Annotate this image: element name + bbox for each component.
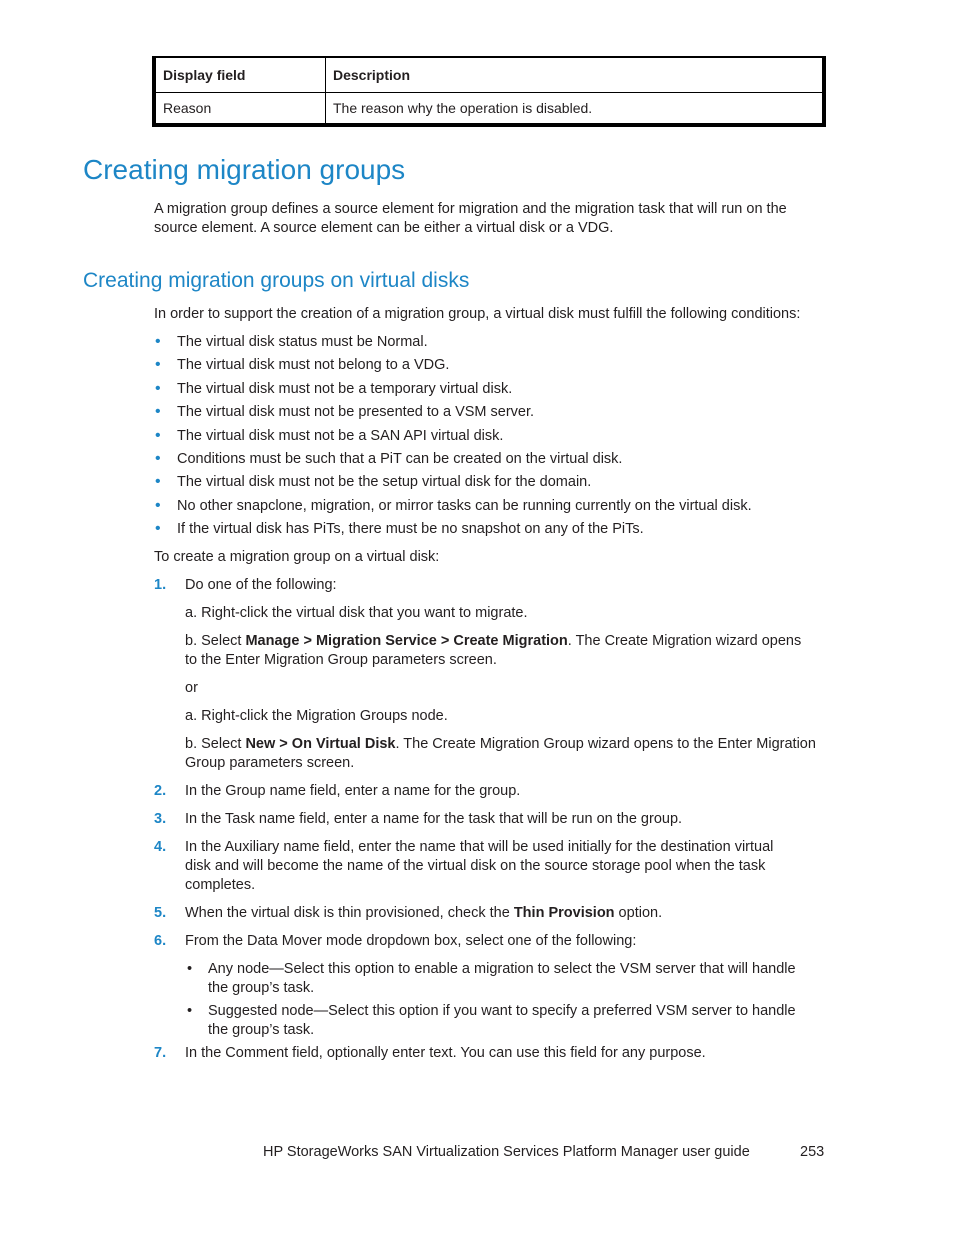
substep-text: a. Right-click the Migration Groups node. — [185, 708, 448, 724]
step-number: 2. — [154, 783, 167, 799]
bullet-icon: • — [187, 1003, 193, 1019]
substep-text: b. Select Manage > Migration Service > Create Migration. The Create Migration wizard opens — [185, 633, 802, 649]
menu-path: Manage > Migration Service > Create Migration — [245, 633, 568, 649]
bullet-icon: • — [155, 380, 161, 397]
footer-guide-title: HP StorageWorks SAN Virtualization Services Platform Manager user guide — [263, 1144, 750, 1160]
list-item: No other snapclone, migration, or mirror tasks can be running currently on the virtual disk. — [177, 498, 752, 514]
table-cell: The reason why the operation is disabled. — [326, 93, 825, 126]
display-field-table — [152, 56, 826, 127]
section-intro: A migration group defines a source element for migration and the migration task that will run on the source element. A source element can be either a virtual disk or a VDG. — [154, 201, 787, 236]
list-item: The virtual disk must not be the setup virtual disk for the domain. — [177, 474, 592, 490]
substep-text: to the Enter Migration Group parameters screen. — [185, 652, 497, 668]
option-name: Thin Provision — [513, 905, 615, 921]
step-text: From the Data Mover mode dropdown box, select one of the following: — [185, 933, 637, 949]
list-item: If the virtual disk has PiTs, there must be no snapshot on any of the PiTs. — [177, 521, 644, 537]
step-number: 4. — [154, 839, 167, 855]
list-item: Conditions must be such that a PiT can be created on the virtual disk. — [177, 451, 623, 467]
substep-text: Group parameters screen. — [185, 755, 355, 771]
substep-text: b. Select New > On Virtual Disk. The Create Migration Group wizard opens to the Enter Migration — [185, 736, 816, 752]
subsection-title: Creating migration groups on virtual disks — [83, 269, 470, 292]
bullet-icon: • — [155, 520, 161, 537]
step-number: 5. — [154, 905, 167, 921]
step-text: When the virtual disk is thin provisioned, check the Thin Provision option. — [185, 905, 663, 921]
step-text: In the Comment field, optionally enter text. You can use this field for any purpose. — [185, 1045, 706, 1061]
list-item: the group’s task. — [208, 1022, 315, 1038]
bullet-icon: • — [155, 497, 161, 514]
list-item: The virtual disk must not be presented to a VSM server. — [177, 404, 535, 420]
step-text: In the Task name field, enter a name for the task that will be run on the group. — [185, 811, 683, 827]
table-row — [154, 93, 824, 126]
step-text: In the Group name field, enter a name for the group. — [185, 783, 521, 799]
bullet-icon: • — [155, 356, 161, 373]
list-item: The virtual disk must not be a SAN API virtual disk. — [177, 428, 504, 444]
list-item: The virtual disk status must be Normal. — [177, 334, 428, 350]
step-text: completes. — [185, 877, 256, 893]
step-number: 3. — [154, 811, 167, 827]
step-text: In the Auxiliary name field, enter the name that will be used initially for the destination virtual — [185, 839, 774, 855]
table-cell: Reason — [154, 93, 326, 126]
list-item: the group’s task. — [208, 980, 315, 996]
substep-text: a. Right-click the virtual disk that you want to migrate. — [185, 605, 528, 621]
step-text: Do one of the following: — [185, 577, 337, 593]
table-header: Description — [326, 57, 825, 93]
bullet-icon: • — [155, 427, 161, 444]
bullet-icon: • — [155, 473, 161, 490]
or-text: or — [185, 680, 198, 696]
table-header-row — [154, 57, 824, 93]
subsection-intro: In order to support the creation of a migration group, a virtual disk must fulfill the following conditions: — [154, 306, 801, 322]
bullet-icon: • — [187, 961, 193, 977]
list-item: The virtual disk must not belong to a VDG. — [177, 357, 450, 373]
list-item: The virtual disk must not be a temporary virtual disk. — [177, 381, 513, 397]
section-title: Creating migration groups — [83, 154, 406, 185]
step-number: 6. — [154, 933, 167, 949]
menu-path: New > On Virtual Disk — [245, 736, 396, 752]
bullet-icon: • — [155, 403, 161, 420]
bullet-icon: • — [155, 450, 161, 467]
step-text: disk and will become the name of the virtual disk on the source storage pool when the task — [185, 858, 766, 874]
bullet-icon: • — [155, 333, 161, 350]
list-item: Any node—Select this option to enable a migration to select the VSM server that will handle — [208, 961, 796, 977]
page-number: 253 — [800, 1144, 825, 1160]
list-item: Suggested node—Select this option if you want to specify a preferred VSM server to handle — [208, 1003, 796, 1019]
step-number: 1. — [154, 577, 167, 593]
table-header: Display field — [154, 57, 326, 93]
step-number: 7. — [154, 1045, 167, 1061]
procedure-intro: To create a migration group on a virtual disk: — [154, 549, 440, 565]
